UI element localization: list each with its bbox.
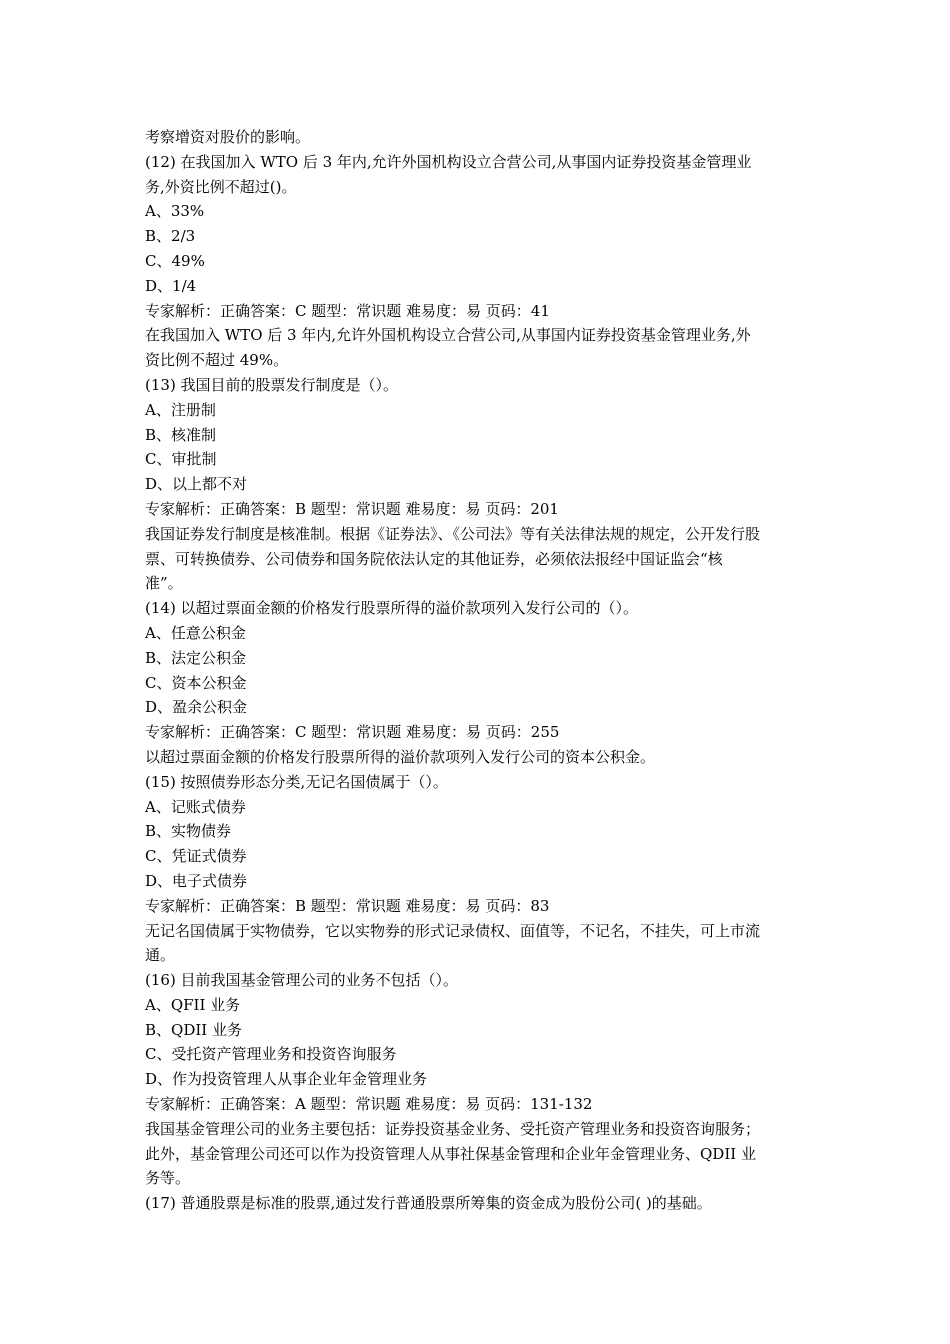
document-page: [145, 125, 810, 1216]
question-12-answer: 专家解析：正确答案：C 题型：常识题 难易度：易 页码：41: [145, 301, 550, 320]
question-13-option-c: C、审批制: [145, 450, 217, 469]
question-13-answer: 专家解析：正确答案：B 题型：常识题 难易度：易 页码：201: [145, 499, 559, 518]
question-12-stem: (12) 在我国加入 WTO 后 3 年内,允许外国机构设立合营公司,从事国内证券投资基金管理业: [145, 152, 752, 171]
question-12-explanation-cont: 资比例不超过 49%。: [145, 351, 289, 370]
question-13-explanation-end: 准”。: [145, 574, 183, 593]
question-13-option-d: D、以上都不对: [145, 475, 248, 494]
text-line-intro: 考察增资对股价的影响。: [145, 128, 311, 146]
question-15-explanation: 无记名国债属于实物债券，它以实物券的形式记录债权、面值等，不记名，不挂失，可上市流: [145, 921, 761, 940]
question-16-explanation-end: 务等。: [145, 1169, 191, 1188]
question-15-explanation-cont: 通。: [145, 946, 176, 965]
question-12-stem-cont: 务,外资比例不超过()。: [145, 177, 297, 196]
question-12-explanation: 在我国加入 WTO 后 3 年内,允许外国机构设立合营公司,从事国内证券投资基金管理业务,外: [145, 326, 751, 345]
question-17-stem: (17) 普通股票是标准的股票,通过发行普通股票所筹集的资金成为股份公司( )的基础。: [145, 1194, 712, 1213]
question-15-answer: 专家解析：正确答案：B 题型：常识题 难易度：易 页码：83: [145, 896, 550, 915]
question-14-option-c: C、资本公积金: [145, 673, 247, 692]
question-14-explanation: 以超过票面金额的价格发行股票所得的溢价款项列入发行公司的资本公积金。: [145, 747, 656, 766]
question-16-stem: (16) 目前我国基金管理公司的业务不包括（）。: [145, 971, 459, 990]
question-14-answer: 专家解析：正确答案：C 题型：常识题 难易度：易 页码：255: [145, 723, 560, 742]
question-16-option-a: A、QFII 业务: [145, 995, 241, 1014]
question-15-option-d: D、电子式债券: [145, 871, 248, 890]
question-16-explanation: 我国基金管理公司的业务主要包括：证券投资基金业务、受托资产管理业务和投资咨询服务；: [145, 1119, 761, 1138]
question-15-option-a: A、记账式债券: [145, 797, 246, 816]
question-13-stem: (13) 我国目前的股票发行制度是（）。: [145, 375, 399, 394]
question-13-explanation-cont: 票、可转换债券、公司债券和国务院依法认定的其他证券，必须依法报经中国证监会“核: [145, 549, 723, 568]
question-16-answer: 专家解析：正确答案：A 题型：常识题 难易度：易 页码：131-132: [145, 1095, 593, 1114]
question-13-option-b: B、核准制: [145, 425, 217, 444]
question-14-option-d: D、盈余公积金: [145, 698, 248, 717]
question-14-stem: (14) 以超过票面金额的价格发行股票所得的溢价款项列入发行公司的（）。: [145, 599, 639, 618]
question-14-option-a: A、任意公积金: [145, 623, 246, 642]
question-15-option-b: B、实物债券: [145, 822, 232, 841]
question-16-option-b: B、QDII 业务: [145, 1020, 242, 1039]
question-14-option-b: B、法定公积金: [145, 648, 247, 667]
question-13-option-a: A、注册制: [145, 400, 216, 419]
question-15-stem: (15) 按照债券形态分类,无记名国债属于（）。: [145, 772, 448, 791]
question-16-option-d: D、作为投资管理人从事企业年金管理业务: [145, 1070, 428, 1089]
question-12-option-c: C、49%: [145, 251, 205, 270]
question-15-option-c: C、凭证式债券: [145, 847, 247, 866]
question-13-explanation: 我国证券发行制度是核准制。根据《证券法》、《公司法》等有关法律法规的规定，公开发行股: [145, 524, 761, 543]
question-16-option-c: C、受托资产管理业务和投资咨询服务: [145, 1045, 397, 1064]
question-12-option-a: A、33%: [145, 202, 205, 221]
question-12-option-b: B、2/3: [145, 227, 196, 246]
question-12-option-d: D、1/4: [145, 276, 197, 295]
question-16-explanation-cont: 此外，基金管理公司还可以作为投资管理人从事社保基金管理和企业年金管理业务、QDII 业: [145, 1144, 756, 1163]
